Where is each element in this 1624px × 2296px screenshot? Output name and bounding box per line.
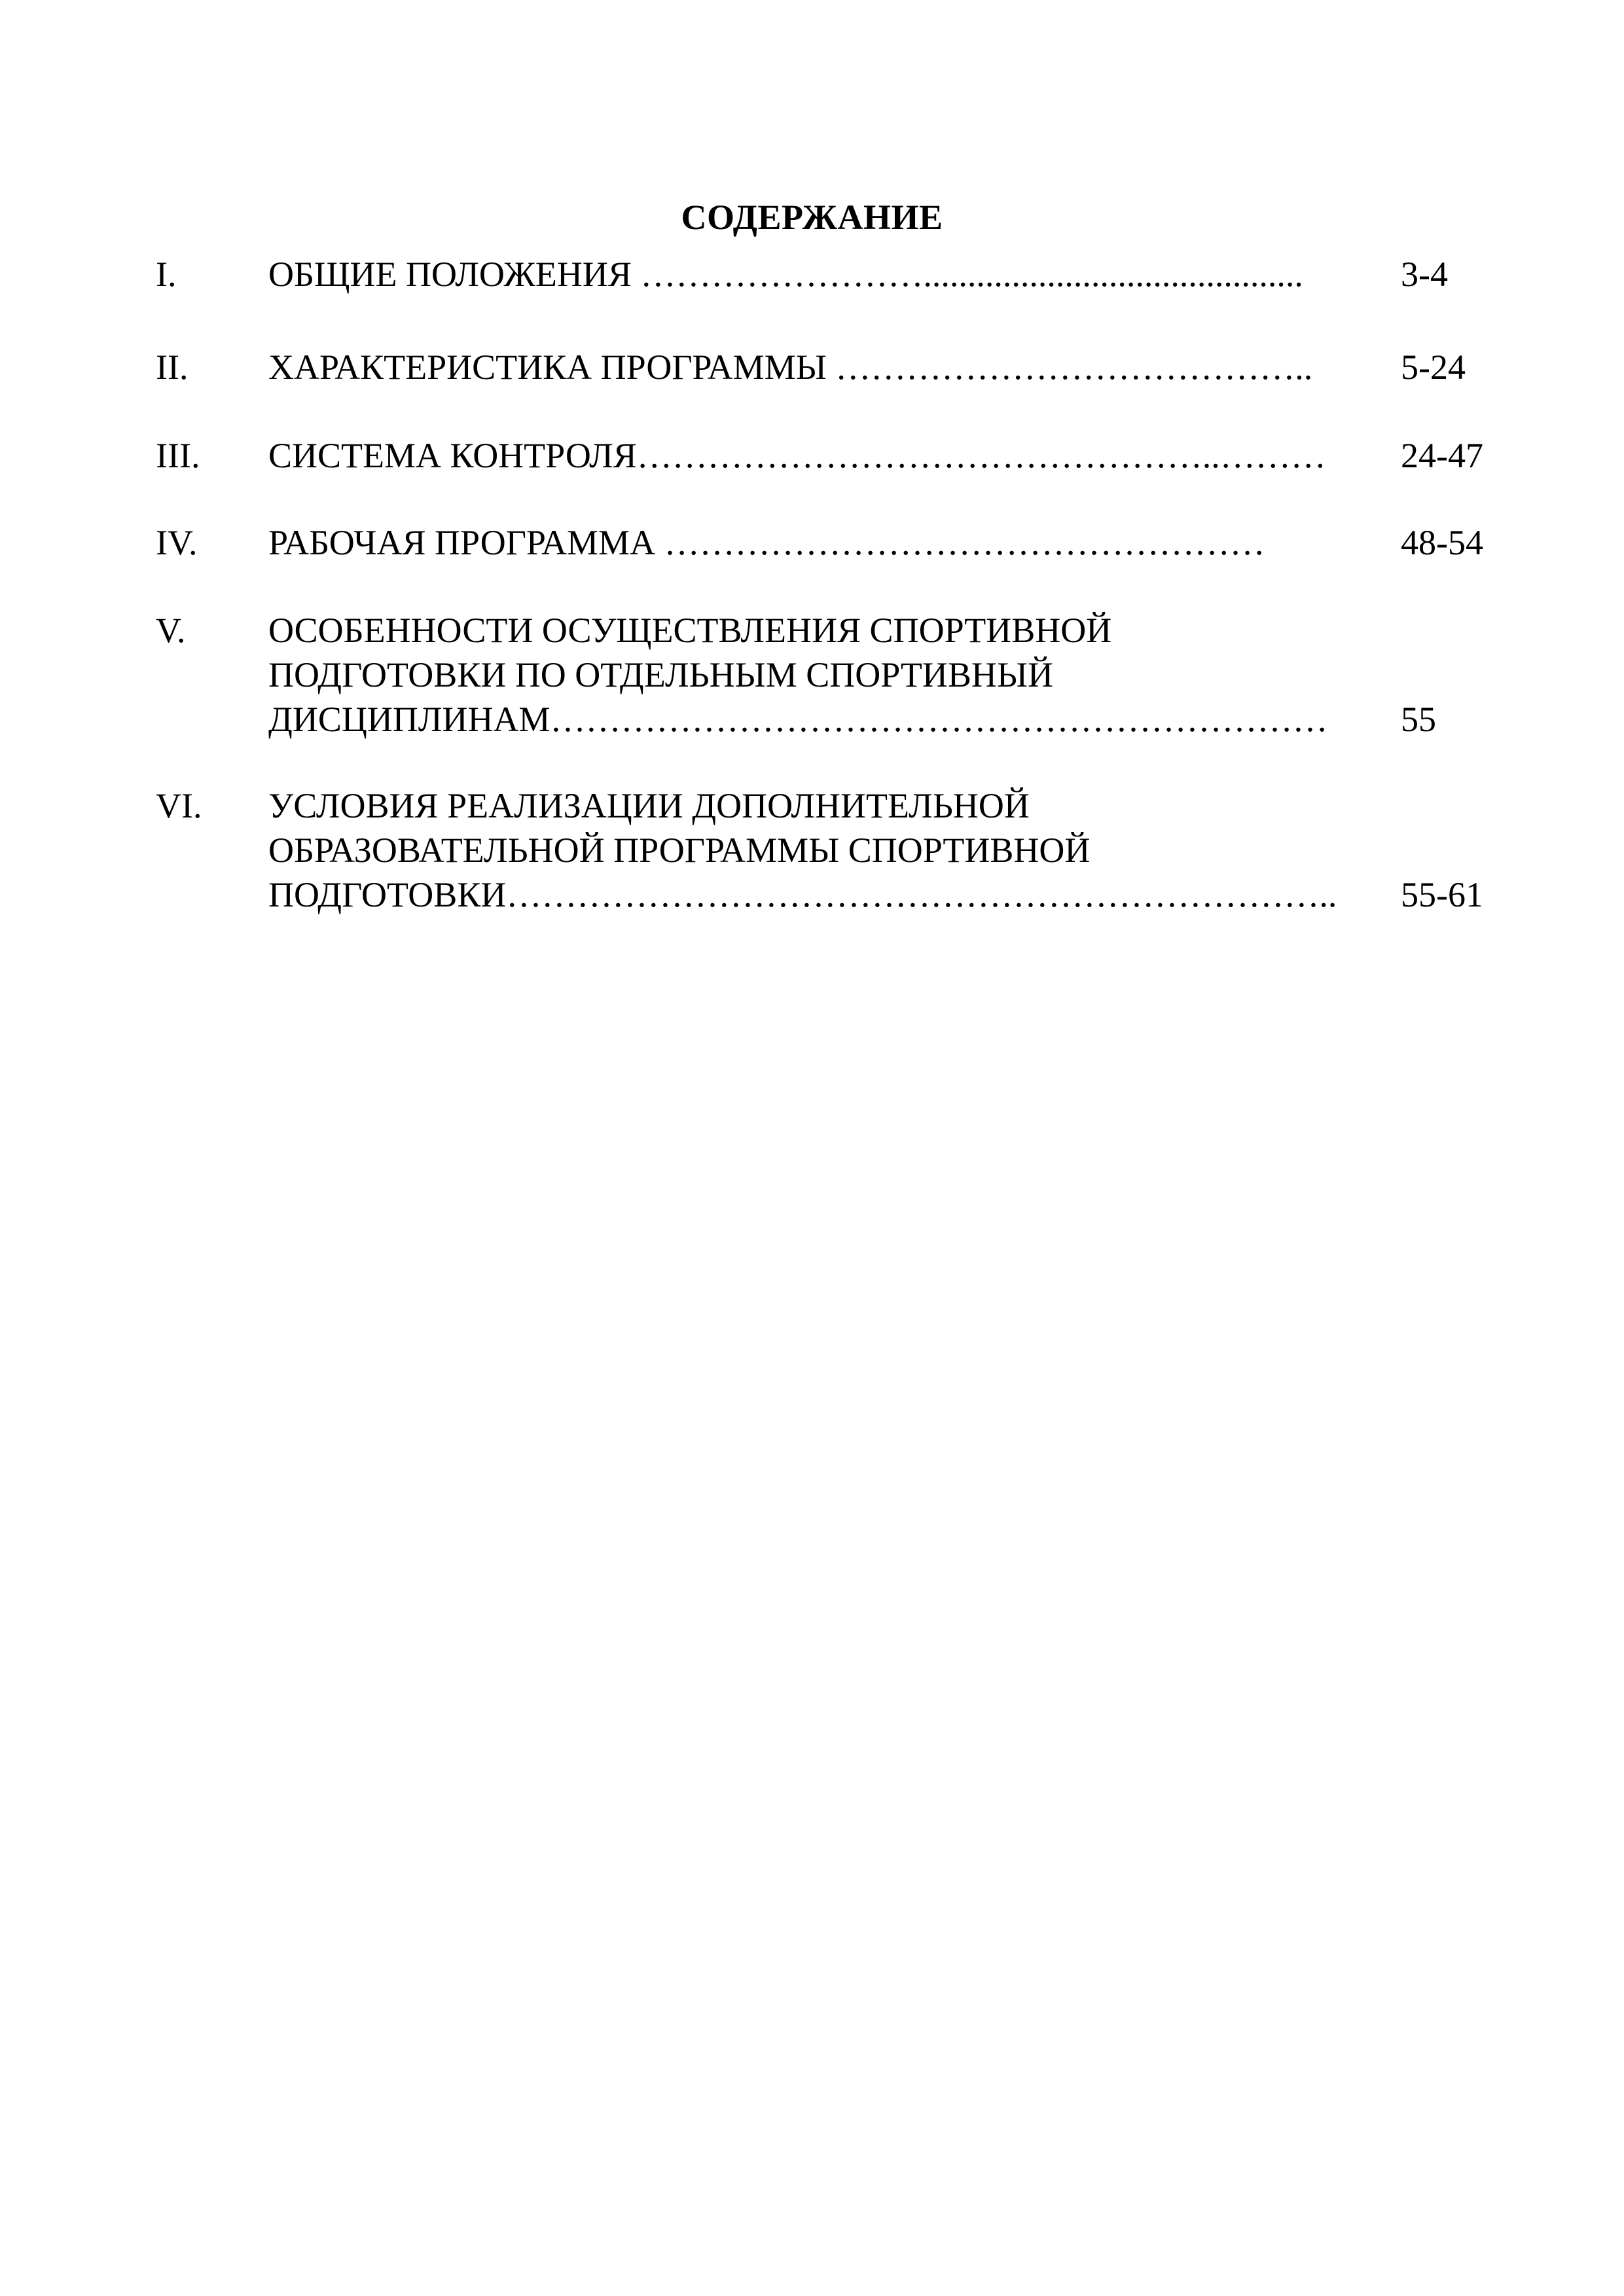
toc-entry-title bbox=[268, 345, 1381, 389]
toc-entry-number: V. bbox=[156, 611, 186, 650]
toc-entry-title bbox=[268, 252, 1381, 296]
toc-entry-title-line: ХАРАКТЕРИСТИКА ПРОГРАММЫ ………………………………….. bbox=[268, 348, 1313, 387]
toc-entry-pages: 24-47 bbox=[1401, 436, 1483, 475]
toc-entry-title-line: УСЛОВИЯ РЕАЛИЗАЦИИ ДОПОЛНИТЕЛЬНОЙ bbox=[268, 786, 1030, 825]
toc-entry-title-line: РАБОЧАЯ ПРОГРАММА …………………………………………… bbox=[268, 523, 1265, 562]
toc-entry-number: II. bbox=[156, 348, 189, 387]
toc-entry-pages: 48-54 bbox=[1401, 523, 1483, 562]
toc-entry-title-line: ОСОБЕННОСТИ ОСУЩЕСТВЛЕНИЯ СПОРТИВНОЙ bbox=[268, 611, 1112, 650]
toc-entry-title-line: СИСТЕМА КОНТРОЛЯ…………………………………………..……… bbox=[268, 436, 1326, 475]
toc-entry-number: VI. bbox=[156, 786, 202, 825]
toc-entry-title bbox=[268, 433, 1381, 478]
toc-entry-title-line: ДИСЦИПЛИНАМ………………………………………………………… bbox=[268, 700, 1328, 739]
toc-entry-number: III. bbox=[156, 436, 200, 475]
toc-entry-pages: 3-4 bbox=[1401, 255, 1448, 294]
toc-entry-title-line: ПОДГОТОВКИ…………………………………………………………….. bbox=[268, 875, 1337, 914]
toc-entry-pages: 5-24 bbox=[1401, 348, 1466, 387]
toc-entry-pages: 55-61 bbox=[1401, 875, 1483, 914]
toc-entry-title bbox=[268, 520, 1381, 565]
toc-entry-title-line: ОБРАЗОВАТЕЛЬНОЙ ПРОГРАММЫ СПОРТИВНОЙ bbox=[268, 831, 1091, 870]
toc-entry-title bbox=[268, 608, 1381, 742]
toc-title: СОДЕРЖАНИЕ bbox=[681, 198, 943, 237]
toc-entry-title bbox=[268, 783, 1381, 917]
toc-entry-pages: 55 bbox=[1401, 700, 1436, 739]
toc-entry-title-line: ПОДГОТОВКИ ПО ОТДЕЛЬНЫМ СПОРТИВНЫЙ bbox=[268, 655, 1054, 694]
toc-entry-number: I. bbox=[156, 255, 177, 294]
toc-entry-title-line: ОБЩИЕ ПОЛОЖЕНИЯ ……………………........................................... bbox=[268, 255, 1303, 294]
toc-entry-number: IV. bbox=[156, 523, 198, 562]
